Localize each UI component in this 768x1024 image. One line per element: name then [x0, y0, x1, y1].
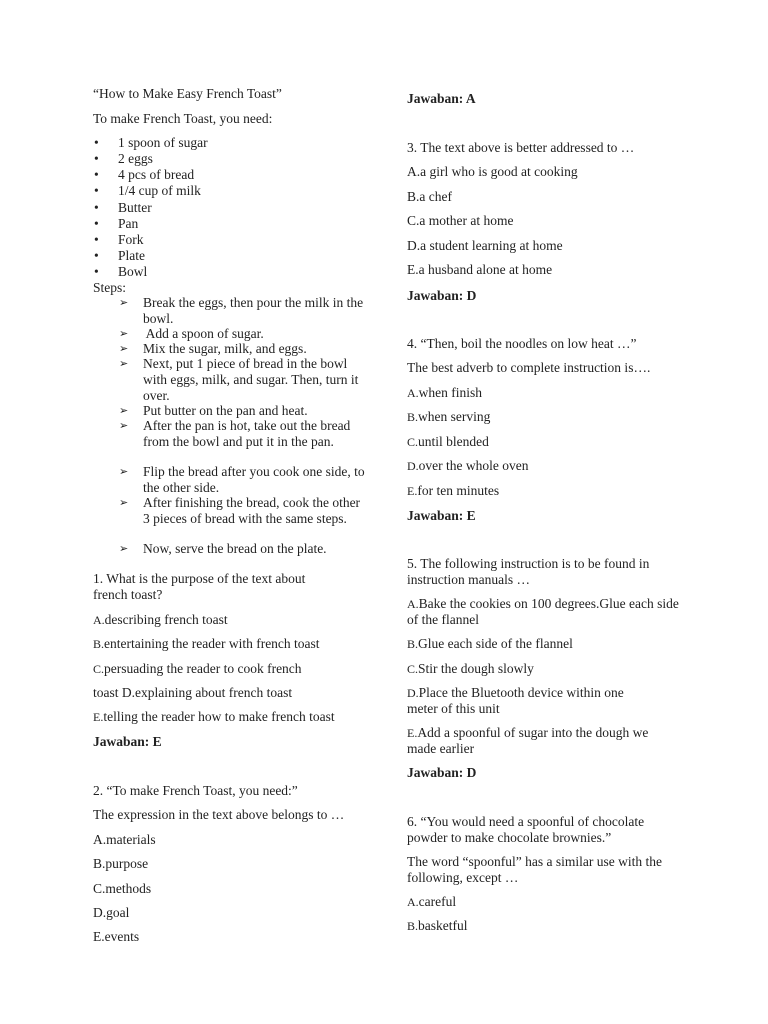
q4-option-a: A.when finish: [407, 385, 483, 400]
question-4: 4. “Then, boil the noodles on low heat …”: [407, 336, 637, 351]
q4-option-e: E.for ten minutes: [407, 483, 500, 498]
question-6: 6. “You would need a spoonful of chocolate powder to make chocolate brownies.”: [407, 814, 645, 845]
q2-option-c: C.methods: [93, 881, 152, 896]
step-item: ➢ Break the eggs, then pour the milk in the bowl.: [143, 295, 368, 327]
step-item: ➢ Put butter on the pan and heat.: [143, 403, 368, 419]
q4-answer: Jawaban: E: [407, 508, 476, 523]
q1-option-e: E.telling the reader how to make french toast: [93, 709, 335, 724]
q2-answer: Jawaban: A: [407, 91, 476, 106]
q5-option-c: C.Stir the dough slowly: [407, 661, 534, 676]
q2-stem: The expression in the text above belongs to …: [93, 807, 345, 822]
q5-option-b: B.Glue each side of the flannel: [407, 636, 573, 651]
ingredient-item: • Bowl: [118, 264, 147, 280]
step-item: ➢ Now, serve the bread on the plate.: [143, 541, 368, 557]
q5-option-a: A.Bake the cookies on 100 degrees.Glue each side of the flannel: [407, 596, 679, 627]
q3-option-e: E.a husband alone at home: [407, 262, 553, 277]
q1-option-c: C.persuading the reader to cook french: [93, 661, 302, 676]
q2-option-d: D.goal: [93, 905, 130, 920]
q5-answer: Jawaban: D: [407, 765, 477, 780]
step-item: ➢ After finishing the bread, cook the other 3 pieces of bread with the same steps.: [143, 495, 368, 527]
ingredient-item: • Plate: [118, 248, 145, 264]
q3-option-c: C.a mother at home: [407, 213, 514, 228]
q4-stem: The best adverb to complete instruction is….: [407, 360, 651, 375]
ingredient-item: • 2 eggs: [118, 151, 153, 167]
ingredient-item: • Butter: [118, 200, 152, 216]
q4-option-d: D.over the whole oven: [407, 458, 529, 473]
q1-option-a: A.describing french toast: [93, 612, 228, 627]
q5-option-e: E.Add a spoonful of sugar into the dough we made earlier: [407, 725, 649, 756]
question-3: 3. The text above is better addressed to …: [407, 140, 635, 155]
q1-option-d: toast D.explaining about french toast: [93, 685, 293, 700]
step-item: ➢ Mix the sugar, milk, and eggs.: [143, 341, 368, 357]
q3-option-d: D.a student learning at home: [407, 238, 563, 253]
q3-option-b: B.a chef: [407, 189, 452, 204]
ingredient-item: • 4 pcs of bread: [118, 167, 194, 183]
step-item: ➢ Next, put 1 piece of bread in the bowl with eggs, milk, and sugar. Then, turn it over.: [143, 356, 368, 404]
q6-stem: The word “spoonful” has a similar use with the following, except …: [407, 854, 662, 885]
ingredient-item: • 1/4 cup of milk: [118, 183, 201, 199]
q2-option-a: A.materials: [93, 832, 156, 847]
ingredient-item: • Pan: [118, 216, 138, 232]
q3-option-a: A.a girl who is good at cooking: [407, 164, 578, 179]
question-2: 2. “To make French Toast, you need:”: [93, 783, 298, 798]
step-item: ➢ Flip the bread after you cook one side, to the other side.: [143, 464, 368, 496]
step-item: ➢ After the pan is hot, take out the bread from the bowl and put it in the pan.: [143, 418, 368, 450]
q4-option-b: B.when serving: [407, 409, 491, 424]
q2-option-b: B.purpose: [93, 856, 149, 871]
q2-option-e: E.events: [93, 929, 140, 944]
ingredients-intro: To make French Toast, you need:: [93, 111, 273, 126]
q1-option-b: B.entertaining the reader with french toast: [93, 636, 320, 651]
q3-answer: Jawaban: D: [407, 288, 477, 303]
question-5: 5. The following instruction is to be found in instruction manuals …: [407, 556, 650, 587]
q6-option-b: B.basketful: [407, 918, 468, 933]
q1-answer: Jawaban: E: [93, 734, 162, 749]
question-1: 1. What is the purpose of the text about french toast?: [93, 571, 306, 602]
ingredient-item: • 1 spoon of sugar: [118, 135, 208, 151]
q4-option-c: C.until blended: [407, 434, 489, 449]
document-title: “How to Make Easy French Toast”: [93, 86, 282, 101]
step-item: ➢ Add a spoon of sugar.: [143, 326, 368, 342]
steps-label: Steps:: [93, 280, 127, 295]
q5-option-d: D.Place the Bluetooth device within one meter of this unit: [407, 685, 624, 716]
ingredient-item: • Fork: [118, 232, 144, 248]
q6-option-a: A.careful: [407, 894, 457, 909]
